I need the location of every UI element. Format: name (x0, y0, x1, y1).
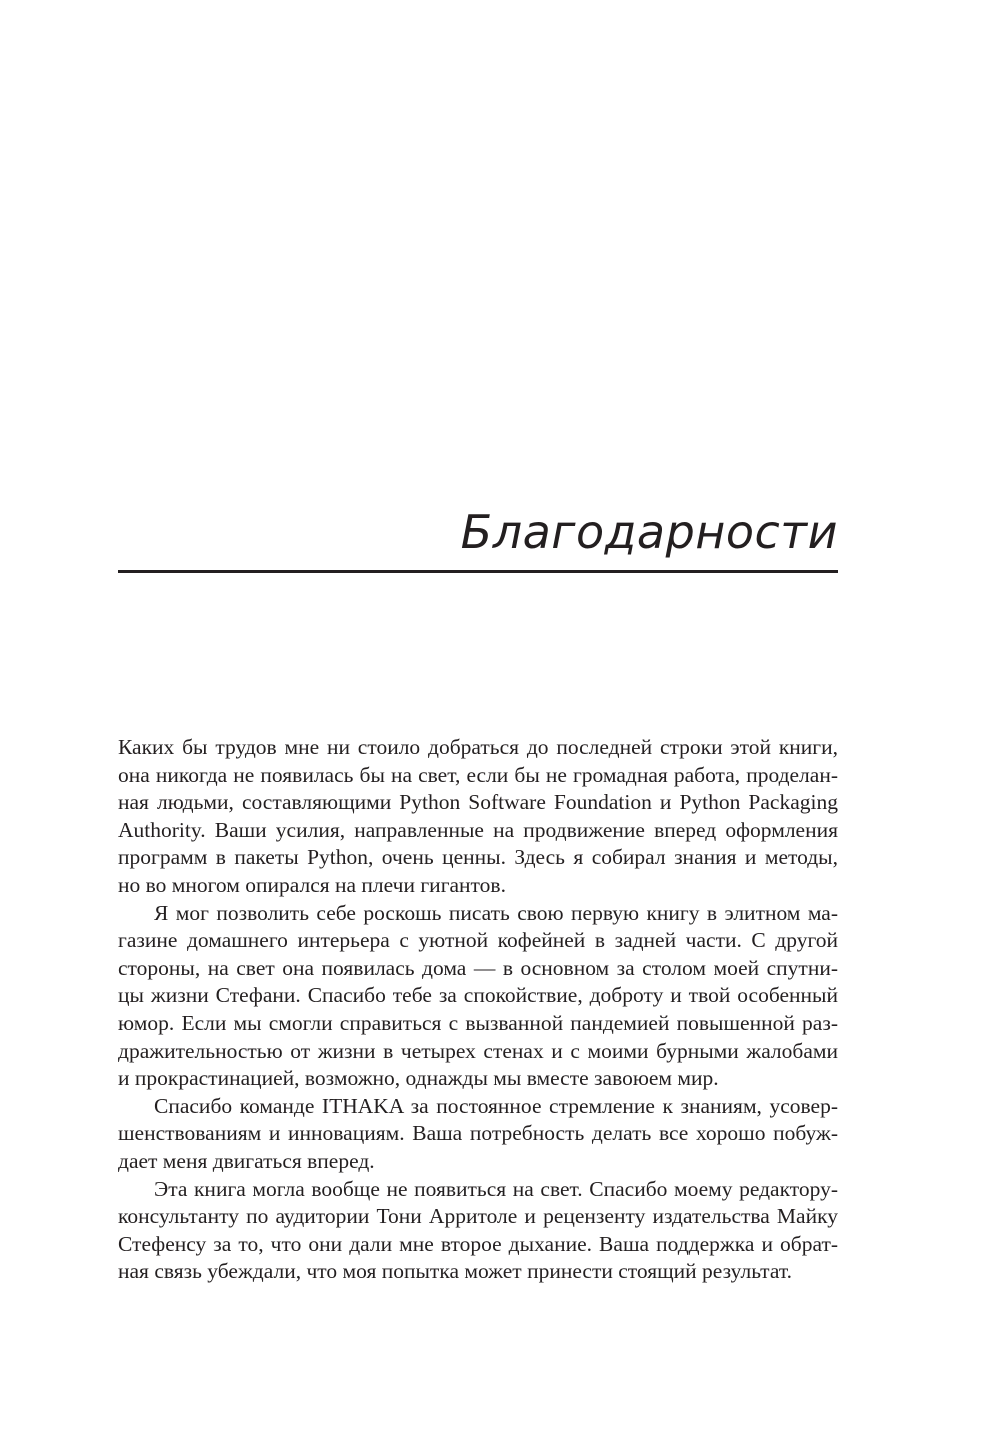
paragraph (118, 734, 838, 900)
text-line: и прокрастинацией, возможно, однажды мы вместе завоюем мир. (118, 1066, 719, 1091)
text-line: Я мог позволить себе роскошь писать свою первую книгу в элитном ма- (154, 900, 838, 925)
text-line: газине домашнего интерьера с уютной кофейней в задней части. С другой (118, 928, 838, 953)
text-line: шенствованиям и инновациям. Ваша потребность делать все хорошо побуж- (118, 1121, 838, 1146)
text-line: дает меня двигаться вперед. (118, 1148, 375, 1173)
text-line: цы жизни Стефани. Спасибо тебе за спокойствие, доброту и твой особенный (118, 983, 838, 1008)
paragraph (118, 1093, 838, 1176)
text-line: юмор. Если мы смогли справиться с вызванной пандемией повышенной раз- (118, 1010, 838, 1035)
text-line: Эта книга могла вообще не появиться на свет. Спасибо моему редактору- (154, 1176, 838, 1201)
text-line: консультанту по аудитории Тони Арритоле и рецензенту издательства Майку (118, 1204, 838, 1229)
text-line: она никогда не появилась бы на свет, если бы не громадная работа, проделан- (118, 762, 838, 787)
text-line: Стефенсу за то, что они дали мне второе дыхание. Ваша поддержка и обрат- (118, 1231, 838, 1256)
paragraph (118, 1176, 838, 1286)
body-text (118, 734, 838, 1286)
text-line: но во многом опирался на плечи гигантов. (118, 872, 506, 897)
text-line: стороны, на свет она появилась дома — в основном за столом моей спутни- (118, 955, 838, 980)
text-line: Каких бы трудов мне ни стоило добраться до последней строки этой книги, (118, 735, 838, 759)
text-line: дражительностью от жизни в четырех стенах и с моими бурными жалобами (118, 1038, 838, 1063)
text-line: Authority. Ваши усилия, направленные на продвижение вперед оформления (118, 817, 838, 842)
text-line: программ в пакеты Python, очень ценны. Здесь я собирал знания и методы, (118, 845, 838, 870)
text-line: Спасибо команде ITHAKA за постоянное стремление к знаниям, усовер- (154, 1093, 838, 1118)
paragraph (118, 900, 838, 1093)
title-rule (118, 570, 838, 573)
chapter-title: Благодарности (460, 505, 838, 559)
text-line: ная связь убеждали, что моя попытка может принести стоящий результат. (118, 1259, 792, 1284)
text-line: ная людьми, составляющими Python Software Foundation и Python Packaging (118, 790, 838, 815)
